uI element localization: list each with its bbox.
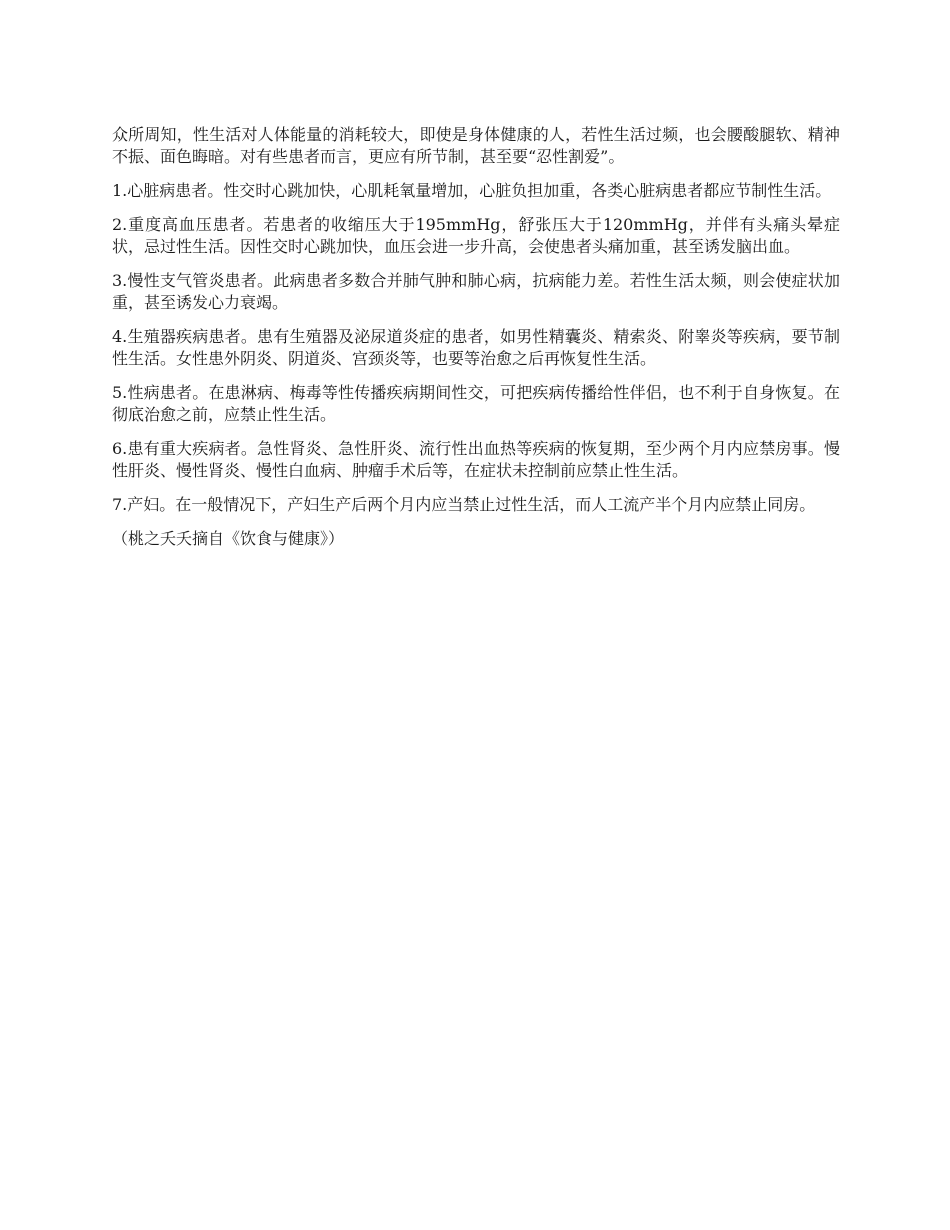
list-item-hypertension: 2.重度高血压患者。若患者的收缩压大于195mmHg，舒张压大于120mmHg，并伴有头痛头晕症状，忌过性生活。因性交时心跳加快，血压会进一步升高，会使患者头痛加重，甚至诱发脑出血。 <box>112 215 840 256</box>
list-item-postpartum: 7.产妇。在一般情况下，产妇生产后两个月内应当禁止过性生活，而人工流产半个月内应禁止同房。 <box>112 495 816 514</box>
list-item-std: 5.性病患者。在患淋病、梅毒等性传播疾病期间性交，可把疾病传播给性伴侣，也不利于自身恢复。在彻底治愈之前，应禁止性生活。 <box>112 383 840 424</box>
document-body <box>112 124 840 550</box>
list-item-heart-disease: 1.心脏病患者。性交时心跳加快，心肌耗氧量增加，心脏负担加重，各类心脏病患者都应节制性生活。 <box>112 181 832 200</box>
list-item-bronchitis: 3.慢性支气管炎患者。此病患者多数合并肺气肿和肺心病，抗病能力差。若性生活太频，则会使症状加重，甚至诱发心力衰竭。 <box>112 271 840 312</box>
source-attribution: （桃之夭夭摘自《饮食与健康》） <box>112 529 345 548</box>
list-item-serious-illness: 6.患有重大疾病者。急性肾炎、急性肝炎、流行性出血热等疾病的恢复期，至少两个月内应禁房事。慢性肝炎、慢性肾炎、慢性白血病、肿瘤手术后等，在症状未控制前应禁止性生活。 <box>112 439 840 480</box>
list-item-genital-disease: 4.生殖器疾病患者。患有生殖器及泌尿道炎症的患者，如男性精囊炎、精索炎、附睾炎等疾病，要节制性生活。女性患外阴炎、阴道炎、宫颈炎等，也要等治愈之后再恢复性生活。 <box>112 327 840 368</box>
intro-paragraph: 众所周知，性生活对人体能量的消耗较大，即使是身体健康的人，若性生活过频，也会腰酸腿软、精神不振、面色晦暗。对有些患者而言，更应有所节制，甚至要“忍性割爱”。 <box>112 125 840 166</box>
